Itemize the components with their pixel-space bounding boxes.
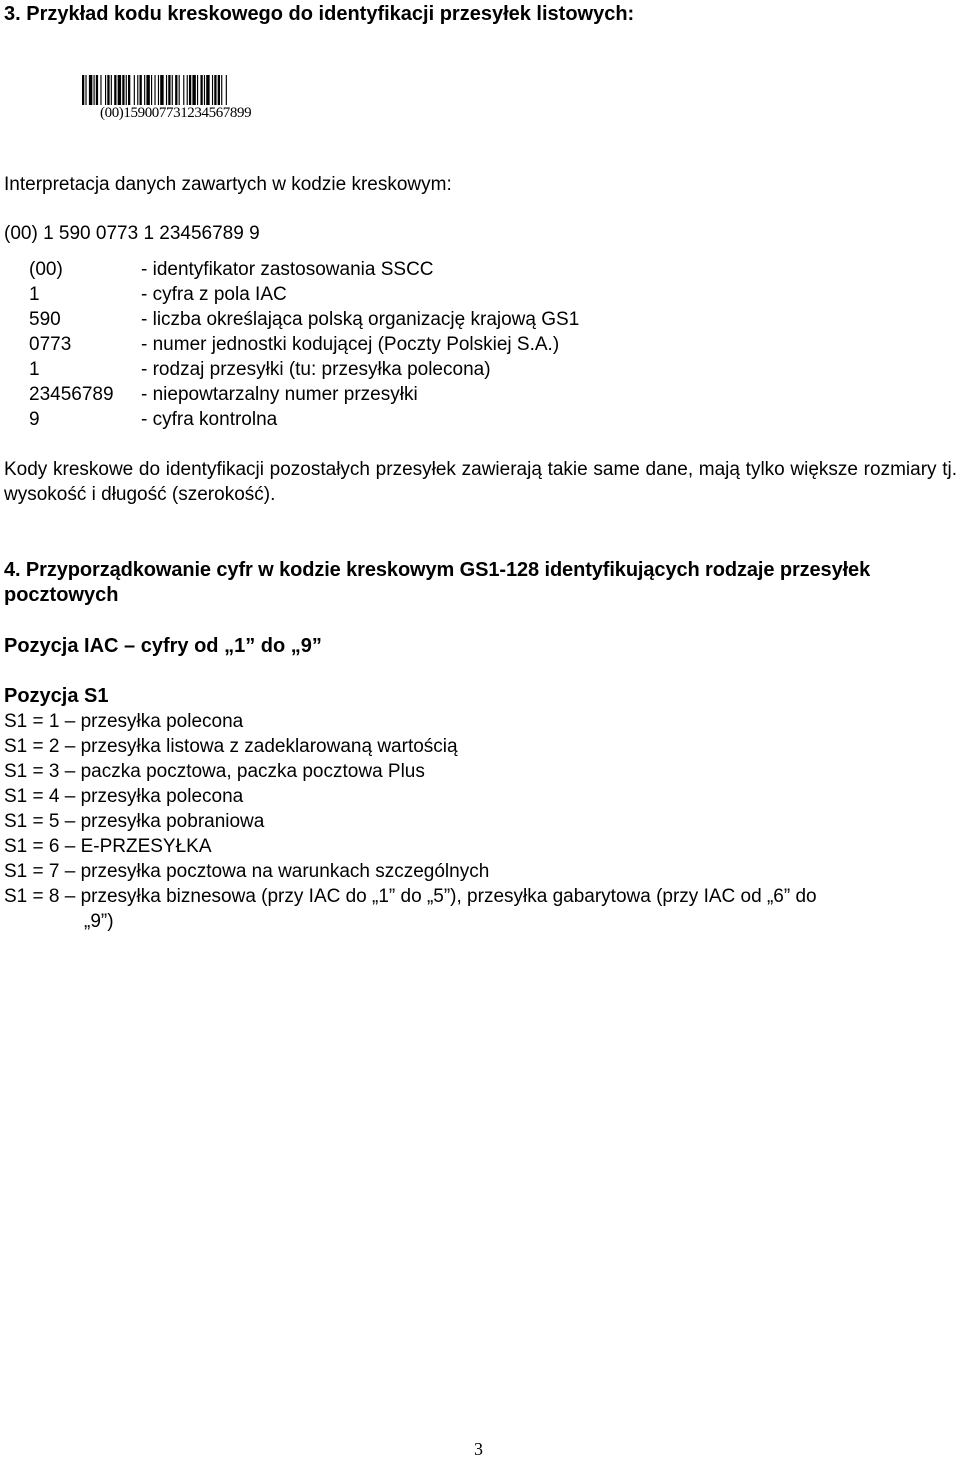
definition-description: - cyfra z pola IAC — [141, 284, 287, 305]
barcode-bar — [214, 75, 216, 105]
s1-list-item: S1 = 4 – przesyłka polecona — [4, 786, 244, 807]
s1-heading: Pozycja S1 — [4, 685, 109, 707]
section-3-title: 3. Przykład kodu kreskowego do identyfikacji przesyłek listowych: — [4, 3, 635, 25]
barcode-bar — [107, 75, 109, 105]
section-4-title-line-1: 4. Przyporządkowanie cyfr w kodzie kreskowym GS1-128 identyfikujących rodzaje przesyłek — [4, 559, 871, 581]
definition-code: 0773 — [29, 334, 72, 355]
barcode-bar — [189, 75, 191, 105]
definition-code: 1 — [29, 359, 40, 380]
barcode-bar — [200, 75, 202, 105]
definition-description: - numer jednostki kodującej (Poczty Polskiej S.A.) — [141, 334, 560, 355]
barcode-bar — [154, 75, 155, 105]
definition-code: 23456789 — [29, 384, 114, 405]
definition-row — [0, 357, 960, 382]
s1-list-item: S1 = 8 – przesyłka biznesowa (przy IAC do „1” do „5”), przesyłka gabarytowa (przy IAC od „6” do — [4, 886, 817, 907]
definition-code: 9 — [29, 409, 40, 430]
barcode-bar — [204, 75, 205, 105]
barcode-bar — [206, 75, 209, 105]
barcode-bar — [137, 75, 138, 105]
barcode-bar — [179, 75, 180, 105]
s1-list-item: S1 = 3 – paczka pocztowa, paczka pocztowa Plus — [4, 761, 425, 782]
barcode-bar — [111, 75, 112, 105]
barcode-bar — [128, 75, 130, 105]
barcode-bar — [146, 75, 149, 105]
barcode-bar — [218, 75, 220, 105]
barcode-bar — [94, 75, 95, 105]
barcode-bar — [187, 75, 188, 105]
barcode-size-note: Kody kreskowe do identyfikacji pozostałych przesyłek zawierają takie same dane, mają tylko większe rozmiary tj. wysokość i długość (szerokość). — [4, 459, 957, 505]
barcode-bar — [140, 75, 142, 105]
barcode-bar — [160, 75, 163, 105]
barcode-bar — [118, 75, 121, 105]
barcode-bar — [144, 75, 145, 105]
definition-row — [0, 332, 960, 357]
definition-row — [0, 307, 960, 332]
interpretation-intro: Interpretacja danych zawartych w kodzie kreskowym: — [4, 174, 452, 195]
barcode-bar — [168, 75, 170, 105]
s1-list-item: S1 = 5 – przesyłka pobraniowa — [4, 811, 265, 832]
barcode-data-line: (00) 1 590 0773 1 23456789 9 — [4, 223, 260, 244]
barcode-bar — [105, 75, 106, 105]
s1-list-item-continuation: „9”) — [84, 911, 114, 932]
s1-list-item: S1 = 2 – przesyłka listowa z zadeklarowaną wartością — [4, 736, 458, 757]
barcode-bar — [175, 75, 177, 105]
barcode-bar — [89, 75, 92, 105]
barcode-bar — [96, 75, 98, 105]
s1-list-item: S1 = 6 – E-PRZESYŁKA — [4, 836, 212, 857]
definition-code: (00) — [29, 259, 63, 280]
barcode-bar — [192, 75, 195, 105]
barcode-bar — [226, 75, 227, 105]
definition-code: 590 — [29, 309, 61, 330]
iac-heading: Pozycja IAC – cyfry od „1” do „9” — [4, 635, 322, 657]
barcode-bar — [197, 75, 198, 105]
definition-row — [0, 382, 960, 407]
barcode-bar — [126, 75, 127, 105]
definition-description: - identyfikator zastosowania SSCC — [141, 259, 434, 280]
definition-description: - rodzaj przesyłki (tu: przesyłka polecona) — [141, 359, 491, 380]
definition-row — [0, 407, 960, 432]
barcode-bar — [183, 75, 184, 105]
barcode-bar — [172, 75, 173, 105]
barcode-bar — [82, 75, 84, 105]
barcode-bar — [212, 75, 213, 105]
barcode-caption: (00)159007731234567899 — [100, 105, 252, 121]
barcode-bar — [122, 75, 124, 105]
definition-code: 1 — [29, 284, 40, 305]
barcode-bar — [85, 75, 86, 105]
definition-description: - niepowtarzalny numer przesyłki — [141, 384, 418, 405]
barcode-bar — [100, 75, 101, 105]
definition-description: - cyfra kontrolna — [141, 409, 278, 430]
definition-description: - liczba określająca polską organizację krajową GS1 — [141, 309, 580, 330]
barcode-bar — [166, 75, 167, 105]
barcode-bar — [151, 75, 152, 105]
s1-list-item: S1 = 7 – przesyłka pocztowa na warunkach szczególnych — [4, 861, 490, 882]
definition-row — [0, 282, 960, 307]
page-number: 3 — [474, 1439, 483, 1459]
definition-row — [0, 257, 960, 282]
section-4-title-line-2: pocztowych — [4, 584, 119, 606]
barcode-bar — [134, 75, 135, 105]
barcode-bar — [114, 75, 116, 105]
s1-list-item: S1 = 1 – przesyłka polecona — [4, 711, 244, 732]
barcode-bar — [158, 75, 159, 105]
barcode-image — [82, 75, 316, 123]
barcode-bar — [221, 75, 222, 105]
barcode-bars — [82, 75, 316, 105]
